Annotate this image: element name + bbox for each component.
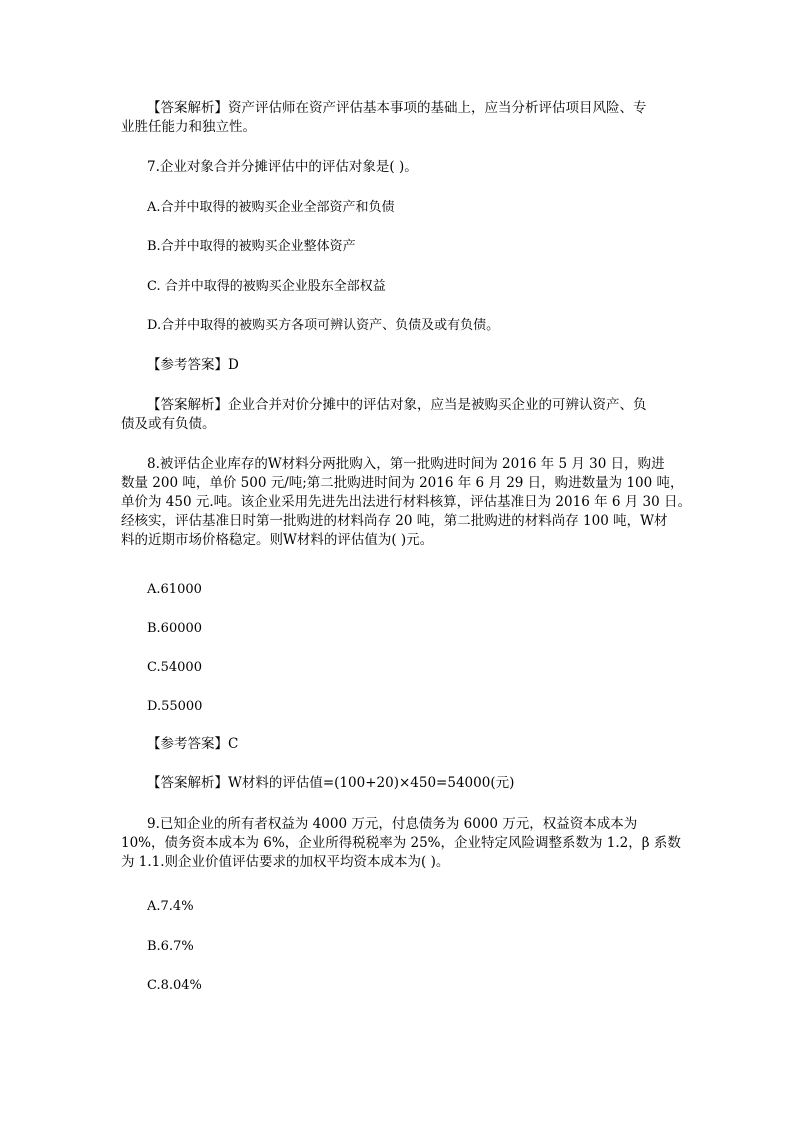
analysis-line-1: 【答案解析】W材料的评估值=(100+20)×450=54000(元) (147, 775, 515, 791)
q7-option-a (0, 198, 794, 217)
q8-option-c (0, 658, 794, 677)
q6-analysis (0, 99, 794, 137)
q9-stem (0, 815, 794, 872)
q7-answer (0, 356, 794, 375)
q7-option-d (0, 316, 794, 335)
option-text: B.合并中取得的被购买企业整体资产 (147, 239, 356, 254)
stem-line-3: 单价为 450 元.吨。该企业采用先进先出法进行材料核算，评估基准日为 2016 年 6 月 30 日。 (121, 494, 692, 510)
option-text: B.60000 (147, 621, 203, 636)
answer-text: 【参考答案】D (147, 357, 239, 373)
analysis-line-1: 【答案解析】企业合并对价分摊中的评估对象，应当是被购买企业的可辨认资产、负 (147, 397, 647, 413)
option-text: C. 合并中取得的被购买企业股东全部权益 (147, 279, 386, 294)
stem-line-4: 经核实，评估基准日时第一批购进的材料尚存 20 吨，第二批购进的材料尚存 100 吨，W材 (121, 513, 668, 529)
q9-option-a (0, 897, 794, 916)
option-text: C.8.04% (147, 978, 202, 993)
option-text: D.55000 (147, 699, 203, 714)
stem-line-1: 9.已知企业的所有者权益为 4000 万元，付息债务为 6000 万元，权益资本成本为 (147, 816, 638, 832)
q7-stem (0, 158, 794, 177)
stem-line-2: 数量 200 吨，单价 500 元/吨;第二批购进时间为 2016 年 6 月 29 日，购进数量为 100 吨， (121, 475, 684, 491)
option-text: D.合并中取得的被购买方各项可辨认资产、负债及或有负债。 (147, 318, 500, 333)
option-text: A.合并中取得的被购买企业全部资产和负债 (147, 200, 395, 215)
q7-analysis (0, 396, 794, 434)
stem-line-3: 为 1.1.则企业价值评估要求的加权平均资本成本为( )。 (121, 854, 450, 870)
option-text: C.54000 (147, 660, 202, 675)
option-text: A.7.4% (147, 899, 194, 914)
stem-line-2: 10%，债务资本成本为 6%，企业所得税税率为 25%，企业特定风险调整系数为 1.2，β 系数 (121, 835, 681, 851)
q9-option-b (0, 937, 794, 956)
q8-analysis (0, 774, 794, 793)
q8-option-d (0, 697, 794, 716)
answer-text: 【参考答案】C (147, 736, 239, 752)
stem-line-5: 料的近期市场价格稳定。则W材料的评估值为( )元。 (121, 532, 434, 548)
analysis-line-2: 债及或有负债。 (121, 416, 216, 432)
q8-answer (0, 735, 794, 754)
q8-option-b (0, 619, 794, 638)
q7-option-b (0, 237, 794, 256)
question-stem: 7.企业对象合并分摊评估中的评估对象是( )。 (147, 159, 418, 175)
option-text: B.6.7% (147, 939, 194, 954)
q7-option-c (0, 277, 794, 296)
q6-analysis-line-1: 【答案解析】资产评估师在资产评估基本事项的基础上，应当分析评估项目风险、专 (147, 100, 647, 116)
option-text: A.61000 (147, 582, 202, 597)
q8-option-a (0, 580, 794, 599)
q6-analysis-line-2: 业胜任能力和独立性。 (121, 119, 256, 135)
stem-line-1: 8.被评估企业库存的W材料分两批购入，第一批购进时间为 2016 年 5 月 30 日，购进 (147, 456, 665, 472)
q9-option-c (0, 976, 794, 995)
q8-stem (0, 455, 794, 550)
